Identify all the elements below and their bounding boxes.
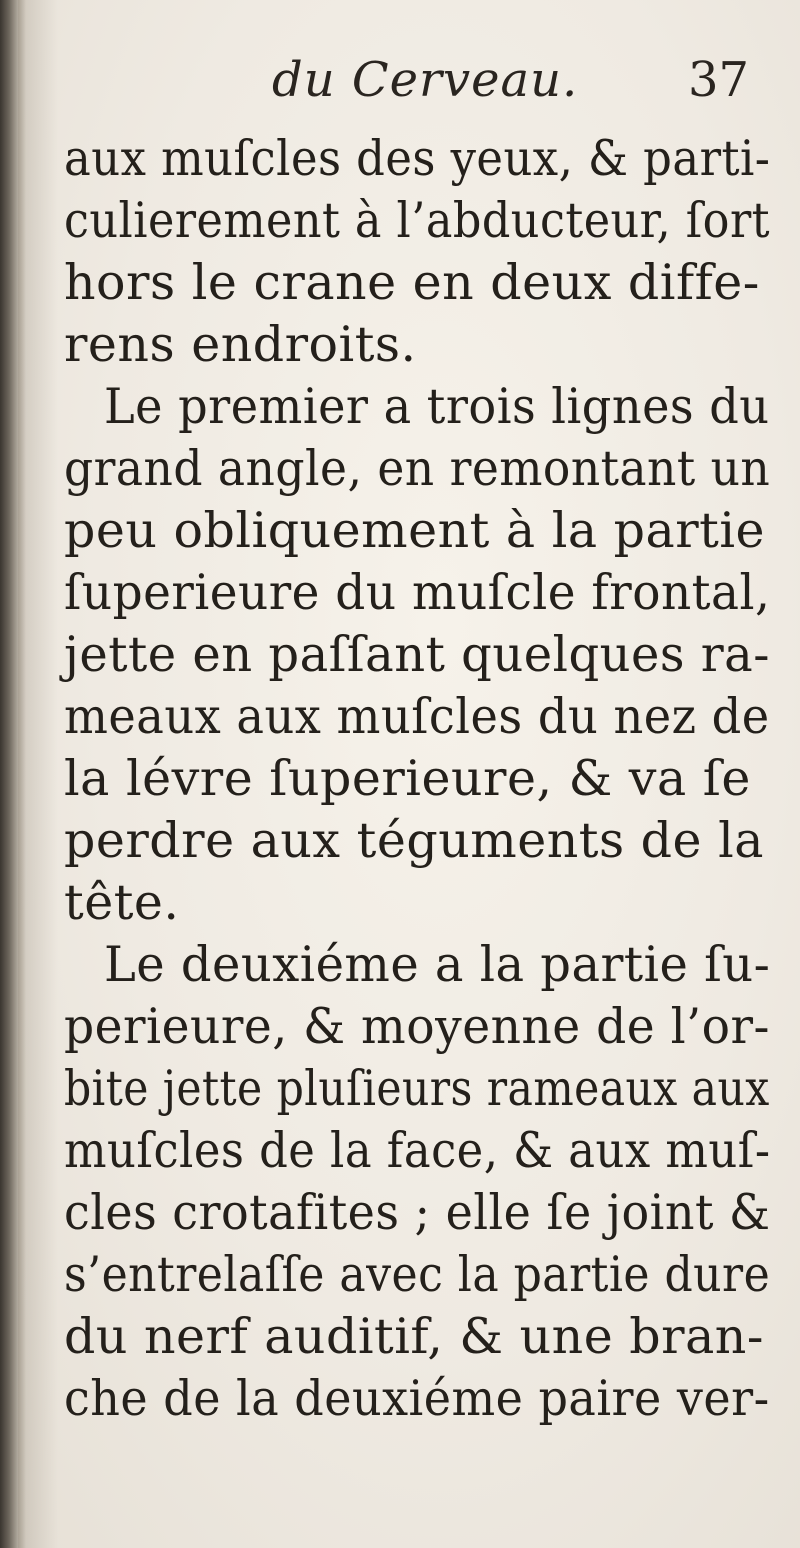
text-line: du nerf auditif, & une bran- xyxy=(64,1308,764,1365)
paragraph-start-line: Le premier a trois lignes du xyxy=(104,378,770,435)
page-header xyxy=(0,52,800,118)
text-line: cles crotafites ; elle ſe joint & xyxy=(64,1184,771,1241)
page-number: 37 xyxy=(688,52,750,108)
paragraph-start-line: Le deuxiéme a la partie ſu- xyxy=(104,936,771,993)
text-line: aux muſcles des yeux, & parti- xyxy=(64,130,771,187)
text-line: culierement à l’abducteur, ſort xyxy=(64,192,771,249)
binding-shadow xyxy=(18,0,58,1548)
text-line: perieure, & moyenne de l’or- xyxy=(64,998,770,1055)
text-line: muſcles de la face, & aux muſ- xyxy=(64,1122,771,1179)
text-line: s’entrelaſſe avec la partie dure xyxy=(64,1246,771,1303)
text-line: la lévre ſuperieure, & va ſe xyxy=(64,750,751,807)
text-line: che de la deuxiéme paire ver- xyxy=(64,1370,770,1427)
text-line: peu obliquement à la partie xyxy=(64,502,766,559)
text-line: rens endroits. xyxy=(64,316,417,373)
text-line: hors le crane en deux diffe- xyxy=(64,254,760,311)
text-line: jette en paſſant quelques ra- xyxy=(64,626,770,683)
text-line: meaux aux muſcles du nez de xyxy=(64,688,770,745)
text-line: bite jette pluſieurs rameaux aux xyxy=(64,1060,770,1117)
text-line: tête. xyxy=(64,874,180,931)
text-line: perdre aux téguments de la xyxy=(64,812,765,869)
running-head: du Cerveau. xyxy=(272,52,579,108)
text-line: grand angle, en remontant un xyxy=(64,440,771,497)
text-line: ſuperieure du muſcle frontal, xyxy=(64,564,771,621)
